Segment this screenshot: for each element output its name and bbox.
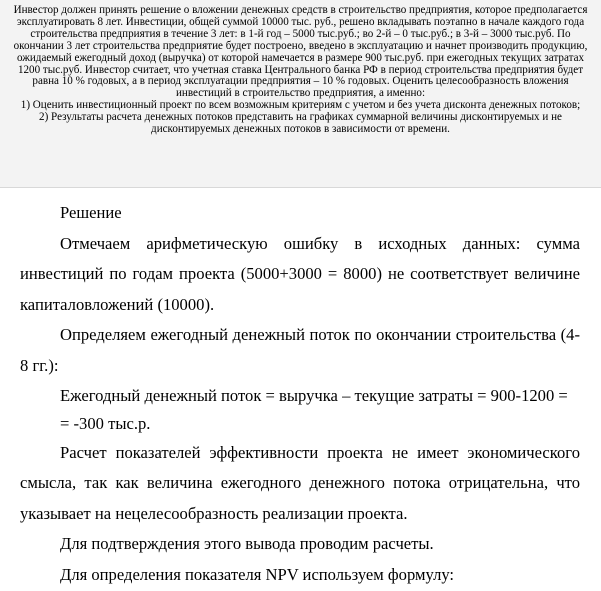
- task-item-1: 1) Оценить инвестиционный проект по всем возможным критериям с учетом и без учета дисконта денежных потоков;: [20, 99, 581, 112]
- solution-paragraph-6: Для определения показателя NPV используем формулу:: [60, 564, 455, 584]
- task-paragraph: Инвестор должен принять решение о вложении денежных средств в строительство предприятия, которое предполагается эксплуатировать 8 лет. Инвестиции, общей суммой 10000 тыс. руб., решено вкладывать поэтапно в начале каждого года строительства предприятия в течение 3 лет: в 1-й год – 5000 тыс.руб.; во 2-й – 0 тыс.руб.; в 3-й – 3000 тыс.руб. По окончании 3 лет строительства предприятие будет построено, введено в эксплуатацию и начнет производить продукцию, ожидаемый ежегодный доход (выручка) от которой намечается в размере 900 тыс.руб. при ежегодных текущих затратах 1200 тыс.руб. Инвестор считает, что учетная ставка Центрального банка РФ в период строительства предприятия будет равна 10 % годовых, а в период эксплуатации предприятия – 10 % годовых. Оценить целесообразность вложения инвестиций в строительство предприятия, а именно:: [13, 4, 588, 100]
- solution-heading: Решение: [60, 203, 122, 222]
- solution-paragraph-1: Отмечаем арифметическую ошибку в исходных данных: сумма инвестиций по годам проекта (5000+3000 = 8000) не соответствует величине капиталовложений (10000).: [20, 233, 580, 314]
- solution-paragraph-3b: = -300 тыс.р.: [60, 413, 151, 433]
- task-statement: [0, 0, 601, 188]
- solution-paragraph-2: Определяем ежегодный денежный поток по окончании строительства (4-8 гг.):: [20, 325, 580, 375]
- solution-text: [20, 198, 580, 591]
- solution-paragraph-3a: Ежегодный денежный поток = выручка – текущие затраты = 900-1200 =: [60, 385, 568, 405]
- task-item-2: 2) Результаты расчета денежных потоков представить на графиках суммарной величины дисконтируемых и не дисконтируемых денежных потоков в зависимости от времени.: [39, 111, 562, 136]
- solution-paragraph-5: Для подтверждения этого вывода проводим расчеты.: [60, 534, 434, 554]
- solution-paragraph-4: Расчет показателей эффективности проекта не имеет экономического смысла, так как величина ежегодного денежного потока отрицательна, что указывает на нецелесообразность реализации проекта.: [20, 442, 580, 523]
